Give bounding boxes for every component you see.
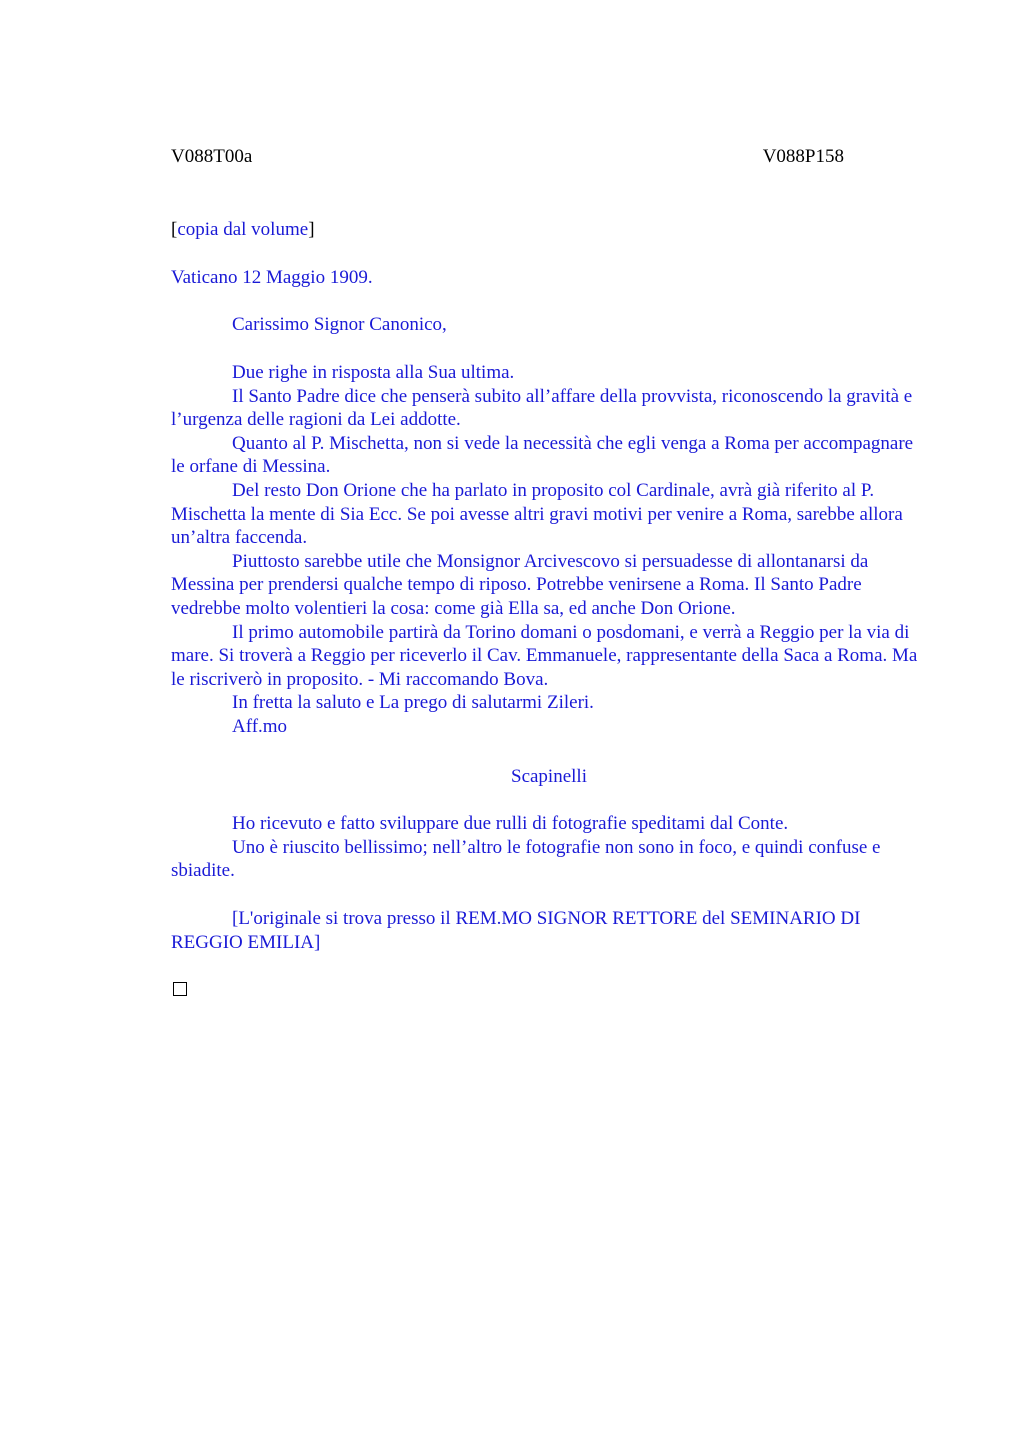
source-note-close-bracket: ] — [308, 219, 315, 240]
page-header — [171, 145, 844, 169]
postscript — [171, 812, 927, 883]
postscript-paragraph: Ho ricevuto e fatto sviluppare due rulli di fotografie speditami dal Conte. — [232, 813, 789, 834]
source-note-open-bracket: [ — [171, 219, 178, 240]
signature: Scapinelli — [511, 766, 587, 787]
closing: Aff.mo — [232, 715, 288, 737]
header-right-code: V088P158 — [762, 146, 844, 167]
paragraph: Il Santo Padre dice che penserà subito all’affare della provvista, riconoscendo la gravità e l’urgenza delle ragioni da Lei addotte. — [171, 385, 913, 431]
paragraph: Due righe in risposta alla Sua ultima. — [232, 362, 515, 383]
header-left-code: V088T00a — [171, 146, 253, 167]
date-line: Vaticano 12 Maggio 1909. — [171, 267, 373, 288]
empty-box-icon — [173, 982, 187, 996]
letter-body — [171, 361, 927, 739]
paragraph: Del resto Don Orione che ha parlato in proposito col Cardinale, avrà già riferito al P. Mischetta la mente di Sia Ecc. Se poi avesse altri gravi motivi per venire a Roma, sarebbe allora un’altra faccenda. — [171, 479, 903, 549]
salutation: Carissimo Signor Canonico, — [232, 314, 447, 335]
source-note — [171, 218, 927, 242]
paragraph: Il primo automobile partirà da Torino domani o posdomani, e verrà a Reggio per la via di mare. Si troverà a Reggio per riceverlo il Cav. Emmanuele, rappresentante della Saca a Roma. Ma le riscriverò in proposito. - Mi raccomando Bova. — [171, 621, 918, 690]
source-note-text: copia dal volume — [177, 219, 309, 240]
postscript-paragraph: Uno è riuscito bellissimo; nell’altro le fotografie non sono in foco, e quindi confuse e sbiadite. — [171, 836, 881, 882]
paragraph: In fretta la saluto e La prego di salutarmi Zileri. — [232, 692, 594, 714]
paragraph: Piuttosto sarebbe utile che Monsignor Arcivescovo si persuadesse di allontanarsi da Messina per prendersi qualche tempo di riposo. Potrebbe venirsene a Roma. Il Santo Padre vedrebbe molto volentieri la cosa: come già Ella sa, ed anche Don Orione. — [171, 550, 869, 619]
original-note: [L'originale si trova presso il REM.MO SIGNOR RETTORE del SEMINARIO DI REGGIO EMILIA] — [171, 908, 861, 953]
paragraph: Quanto al P. Mischetta, non si vede la necessità che egli venga a Roma per accompagnare le orfane di Messina. — [171, 432, 914, 478]
